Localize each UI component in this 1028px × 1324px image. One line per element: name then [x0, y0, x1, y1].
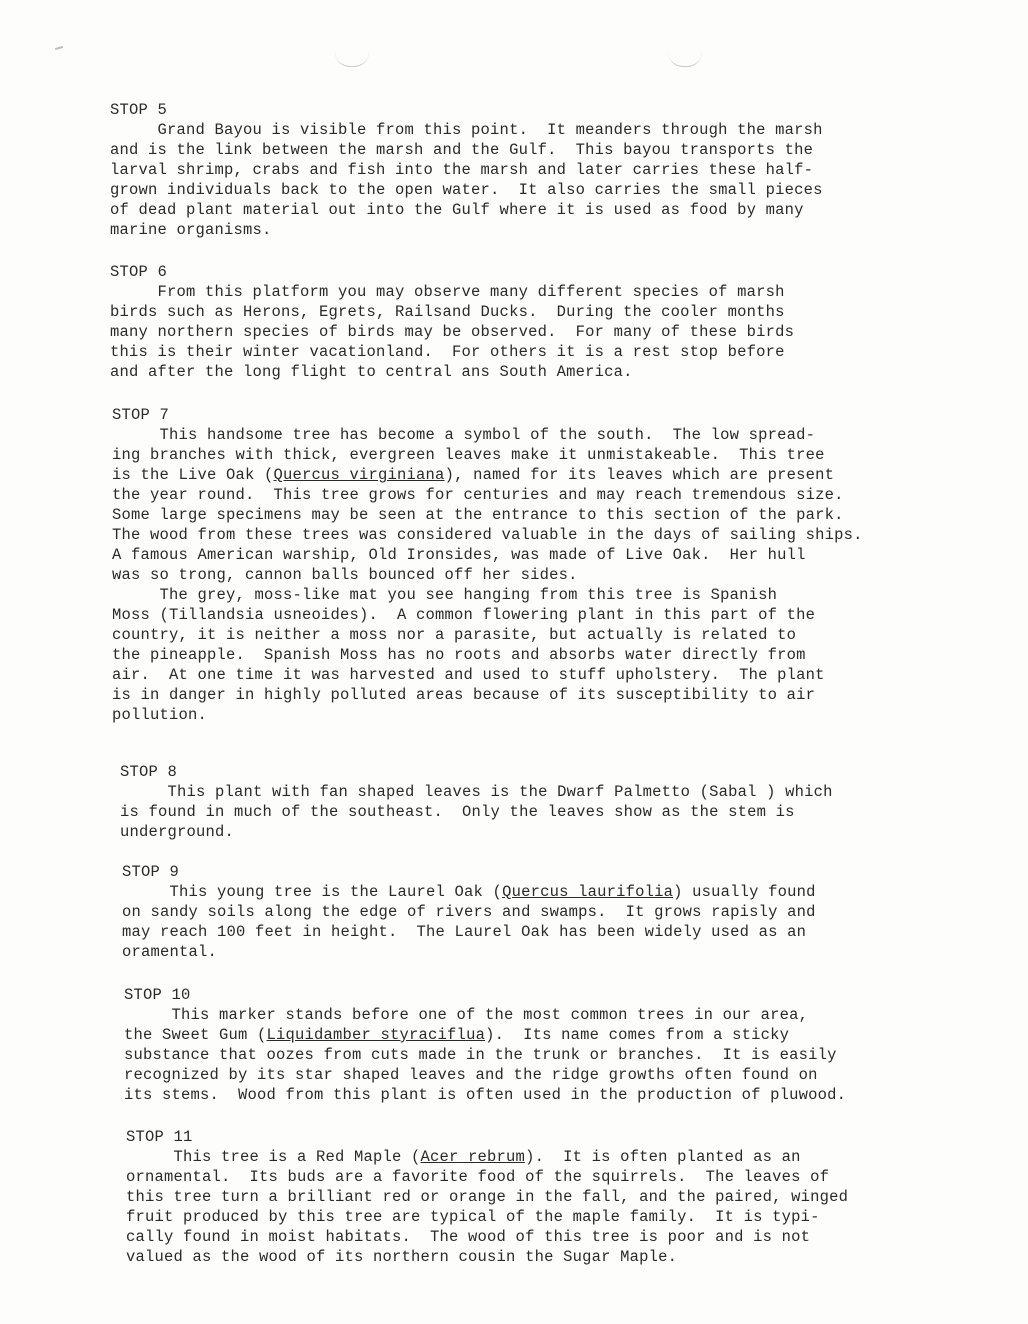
text-line: was so trong, cannon balls bounced off her sides. — [112, 566, 578, 584]
text-line: is in danger in highly polluted areas because of its susceptibility to air — [112, 686, 816, 704]
text-line: its stems. Wood from this plant is often used in the production of pluwood. — [124, 1086, 847, 1104]
stop-label: STOP 11 — [126, 1128, 193, 1146]
text-line: From this platform you may observe many different species of marsh — [110, 283, 785, 301]
scientific-name: Quercus virginiana — [273, 466, 445, 484]
text-line: the year round. This tree grows for centuries and may reach tremendous size. — [112, 486, 844, 504]
text-line: may reach 100 feet in height. The Laurel Oak has been widely used as an — [122, 923, 807, 941]
text-line: larval shrimp, crabs and fish into the marsh and later carries these half- — [110, 161, 814, 179]
scientific-name: Liquidamber styraciflua — [266, 1026, 486, 1044]
stop-6-section — [110, 262, 794, 382]
text-line: This tree is a Red Maple (Acer rebrum). It is often planted as an — [126, 1148, 801, 1166]
text-line: This young tree is the Laurel Oak (Quercus laurifolia) usually found — [122, 883, 816, 901]
stop-9-section — [122, 862, 816, 962]
stop-7-section — [112, 405, 863, 725]
text-line: The wood from these trees was considered valuable in the days of sailing ships. — [112, 526, 863, 544]
text-line: ornamental. Its buds are a favorite food of the squirrels. The leaves of — [126, 1168, 830, 1186]
stop-8-section — [120, 762, 833, 842]
text-line: is found in much of the southeast. Only the leaves show as the stem is — [120, 803, 795, 821]
punch-hole-right — [668, 52, 702, 67]
scientific-name: Quercus laurifolia — [502, 883, 674, 901]
text-line: the pineapple. Spanish Moss has no roots and absorbs water directly from — [112, 646, 806, 664]
text-line: and after the long flight to central ans South America. — [110, 363, 633, 381]
stop-label: STOP 9 — [122, 863, 180, 881]
text-line: This marker stands before one of the most common trees in our area, — [124, 1006, 809, 1024]
stop-5-section — [110, 100, 823, 240]
text-line: of dead plant material out into the Gulf where it is used as food by many — [110, 201, 804, 219]
text-line: oramental. — [122, 943, 218, 961]
stop-10-section — [124, 985, 846, 1105]
text-line: This handsome tree has become a symbol of the south. The low spread- — [112, 426, 816, 444]
text-line: is the Live Oak (Quercus virginiana), named for its leaves which are present — [112, 466, 835, 484]
scientific-name: Acer rebrum — [420, 1148, 526, 1166]
text-line: ing branches with thick, evergreen leaves make it unmistakeable. This tree — [112, 446, 825, 464]
stop-label: STOP 5 — [110, 101, 168, 119]
stop-label: STOP 10 — [124, 986, 191, 1004]
text-line: country, it is neither a moss nor a parasite, but actually is related to — [112, 626, 797, 644]
text-line: The grey, moss-like mat you see hanging from this tree is Spanish — [112, 586, 778, 604]
text-line: valued as the wood of its northern cousin the Sugar Maple. — [126, 1248, 678, 1266]
text-line: marine organisms. — [110, 221, 272, 239]
margin-mark — [55, 46, 63, 50]
text-line: this tree turn a brilliant red or orange in the fall, and the paired, winged — [126, 1188, 849, 1206]
punch-hole-left — [335, 52, 369, 67]
text-line: recognized by its star shaped leaves and the ridge growths often found on — [124, 1066, 818, 1084]
text-line: Some large specimens may be seen at the entrance to this section of the park. — [112, 506, 844, 524]
text-line: A famous American warship, Old Ironsides, was made of Live Oak. Her hull — [112, 546, 806, 564]
text-line: underground. — [120, 823, 235, 841]
text-line: fruit produced by this tree are typical of the maple family. It is typi- — [126, 1208, 820, 1226]
text-line: grown individuals back to the open water. It also carries the small pieces — [110, 181, 823, 199]
text-line: many northern species of birds may be observed. For many of these birds — [110, 323, 795, 341]
text-line: this is their winter vacationland. For others it is a rest stop before — [110, 343, 785, 361]
stop-11-section — [126, 1127, 848, 1267]
stop-label: STOP 7 — [112, 406, 170, 424]
text-line: Moss (Tillandsia usneoides). A common flowering plant in this part of the — [112, 606, 816, 624]
text-line: on sandy soils along the edge of rivers and swamps. It grows rapisly and — [122, 903, 816, 921]
text-line: and is the link between the marsh and the Gulf. This bayou transports the — [110, 141, 814, 159]
text-line: pollution. — [112, 706, 208, 724]
stop-label: STOP 6 — [110, 263, 168, 281]
text-line: substance that oozes from cuts made in the trunk or branches. It is easily — [124, 1046, 837, 1064]
text-line: cally found in moist habitats. The wood of this tree is poor and is not — [126, 1228, 811, 1246]
text-line: Grand Bayou is visible from this point. It meanders through the marsh — [110, 121, 823, 139]
text-line: the Sweet Gum (Liquidamber styraciflua). Its name comes from a sticky — [124, 1026, 790, 1044]
text-line: This plant with fan shaped leaves is the Dwarf Palmetto (Sabal ) which — [120, 783, 833, 801]
stop-label: STOP 8 — [120, 763, 178, 781]
text-line: air. At one time it was harvested and used to stuff upholstery. The plant — [112, 666, 825, 684]
text-line: birds such as Herons, Egrets, Railsand Ducks. During the cooler months — [110, 303, 785, 321]
